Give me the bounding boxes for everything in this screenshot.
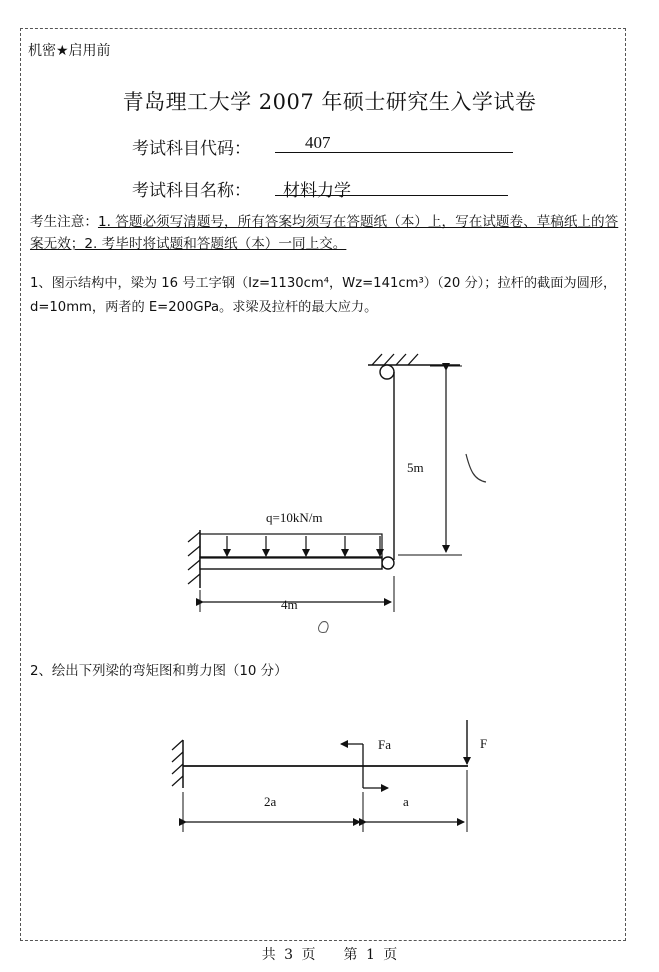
notice-prefix: 考生注意： [30,214,98,230]
question-1-text: 1、图示结构中，梁为 16 号工字钢（Iz=1130cm⁴，Wz=141cm³）（20 分）；拉杆的截面为圆形，d=10mm，两者的 E=200GPa。求梁及拉杆的最大应力。 [30,276,617,315]
exam-title: 青岛理工大学 2007 年硕士研究生入学试卷 [122,90,537,114]
top-fixed-support [368,354,460,365]
question-2-text: 2、绘出下列梁的弯矩图和剪力图（10 分） [30,664,288,679]
dim-label-2a: 2a [264,794,277,809]
confidential-mark: 机密★启用前 [28,43,111,59]
bottom-pin [382,557,394,569]
load-label: q=10kN/m [266,510,323,525]
subject-name-label: 考试科目名称： [132,181,251,201]
fixed-end-support [172,740,183,788]
left-wall-support [188,530,200,588]
force-label-fa: Fa [378,737,391,752]
subject-code-label: 考试科目代码： [132,139,251,159]
handwritten-mark [466,454,486,482]
subject-code-value: 407 [305,133,331,152]
subject-name-value: 材料力学 [283,181,351,201]
beam-dimensions [183,770,467,832]
figure-1 [188,354,486,632]
distributed-load [200,534,382,558]
figure-2 [172,720,487,832]
i-beam [200,557,382,569]
page-footer: 共 3 页 第 1 页 [261,947,398,963]
rod-length-label: 5m [407,460,424,475]
beam-length-label: 4m [281,597,298,612]
dim-label-a: a [403,794,409,809]
handwritten-scribble [319,622,329,633]
notice-text: 1. 答题必须写清题号，所有答案均须写在答题纸（本）上，写在试题卷、草稿纸上的答案无效；2. 考毕时将试题和答题纸（本）一同上交。 [30,214,619,252]
force-label-f: F [480,736,488,751]
top-pin [380,365,394,379]
